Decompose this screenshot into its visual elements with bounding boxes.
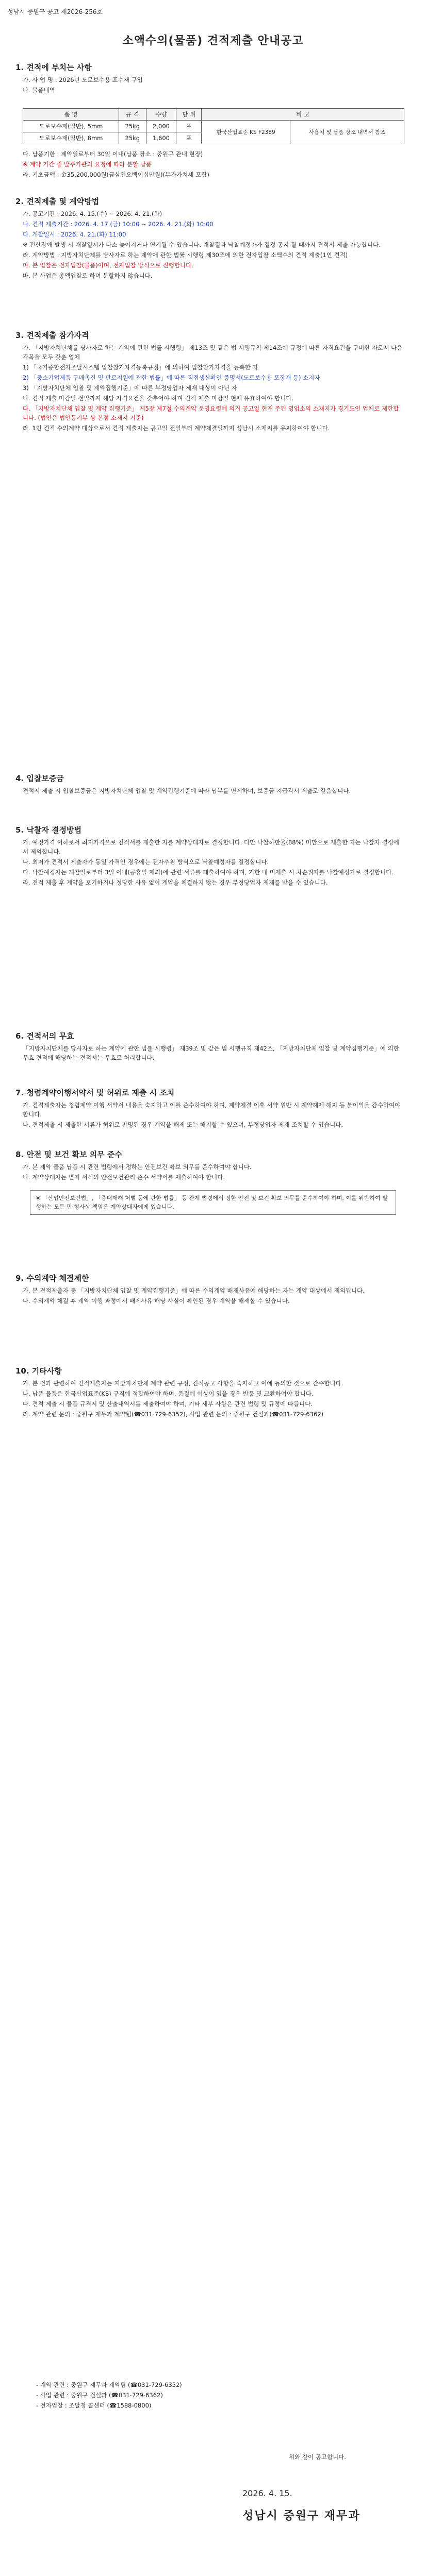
qualification-text: 라. 1인 견적 수의계약 대상으로서 견적 제출자는 공고일 전일부터 계약체결일까지 성남시 소재지를 유지하여야 합니다. bbox=[23, 425, 330, 432]
table-cell: 2,000 bbox=[146, 121, 176, 132]
section-5-heading: 5. 낙찰자 결정방법 bbox=[15, 825, 82, 835]
issuing-organization: 성남시 중원구 재무과 bbox=[242, 2510, 361, 2522]
closing-text: 위와 같이 공고합니다. bbox=[289, 2453, 346, 2461]
section-2-body bbox=[23, 209, 404, 281]
table-cell: 한국산업표준 KS F2389 bbox=[202, 121, 290, 144]
table-cell: 사용처 및 납품 장소 내역서 참조 bbox=[290, 121, 404, 144]
section-8-body bbox=[23, 1162, 404, 1183]
col-header: 수량 bbox=[146, 109, 176, 121]
contact-item: - 전자입찰 : 조달청 콜센터 (☎1588-0800) bbox=[36, 2402, 152, 2409]
section-2-heading: 2. 견적제출 및 계약방법 bbox=[15, 197, 100, 206]
section-4-heading: 4. 입찰보증금 bbox=[15, 774, 64, 783]
col-header: 단 위 bbox=[176, 109, 202, 121]
notice-date: 2026. 4. 15. bbox=[242, 2488, 292, 2498]
col-header: 규 격 bbox=[119, 109, 146, 121]
contract-method: 라. 계약방법 : 지방자치단체를 당사자로 하는 계약에 관한 법률 시행령 제30조에 의한 전자입찰 소액수의 견적 제출(1인 견적) bbox=[23, 251, 348, 259]
section-10-heading: 10. 기타사항 bbox=[15, 1366, 62, 1376]
qualification-text: 나. 견적 제출 마감일 전일까지 해당 자격요건을 갖추어야 하며 견적 제출 마감일 현재 유효하여야 합니다. bbox=[23, 395, 294, 402]
section-4-body bbox=[23, 786, 404, 796]
bid-type: 마. 본 입찰은 전자입찰(물품)이며, 전자입찰 방식으로 진행합니다. bbox=[23, 262, 193, 269]
contact-item: - 계약 관련 : 중원구 재무과 계약팀 (☎031-729-6352) bbox=[36, 2381, 182, 2388]
deposit-text: 견적서 제출 시 입찰보증금은 지방자치단체 입찰 및 계약집행기준에 따라 납부를 면제하며, 보증금 지급각서 제출로 갈음합니다. bbox=[23, 787, 351, 794]
award-text: 나. 최저가 견적서 제출자가 동일 가격인 경우에는 전자추첨 방식으로 낙찰예정자를 결정합니다. bbox=[23, 858, 269, 866]
contact-item: - 사업 관련 : 중원구 건설과 (☎031-729-6362) bbox=[36, 2392, 163, 2399]
table-cell: 25kg bbox=[119, 132, 146, 144]
notice-period: 가. 공고기간 : 2026. 4. 15.(수) ~ 2026. 4. 21.(화) bbox=[23, 210, 162, 217]
restriction-text: 나. 수의계약 체결 후 계약 이행 과정에서 배제사유 해당 사실이 확인된 경우 계약을 해제할 수 있습니다. bbox=[23, 1297, 290, 1304]
section-3-body bbox=[23, 343, 404, 434]
table-cell: 1,600 bbox=[146, 132, 176, 144]
section-9-body bbox=[23, 1286, 404, 1307]
page-title: 소액수의(물품) 견적제출 안내공고 bbox=[122, 35, 304, 47]
section-1-extra bbox=[23, 149, 404, 180]
col-header: 비 고 bbox=[202, 109, 404, 121]
table-header-row bbox=[23, 109, 404, 121]
misc-text: 다. 견적 제출 시 물품 규격서 및 산출내역서를 제출하여야 하며, 기타 세부 사항은 관련 법령 및 규정에 따릅니다. bbox=[23, 1400, 313, 1408]
section-3-heading: 3. 견적제출 참가자격 bbox=[15, 331, 89, 340]
base-price: 라. 기초금액 : 金35,200,000원(금삼천오백이십만원)(부가가치세 포함) bbox=[23, 171, 209, 178]
award-text: 가. 예정가격 이하로서 최저가격으로 견적서를 제출한 자를 계약상대자로 결정합니다. 다만 낙찰하한율(88%) 미만으로 제출한 자는 낙찰자 결정에서 제외합니다. bbox=[23, 839, 399, 855]
contact-list bbox=[36, 2380, 418, 2411]
safety-text: 나. 계약상대자는 별지 서식의 안전보건관리 준수 서약서를 제출하여야 합니다. bbox=[23, 1174, 225, 1181]
section-9-heading: 9. 수의계약 체결제한 bbox=[15, 1274, 89, 1283]
submission-period: 나. 견적 제출기간 : 2026. 4. 17.(금) 10:00 ~ 2026. 4. 21.(화) 10:00 bbox=[23, 221, 214, 228]
integrity-text: 가. 견적제출자는 청렴계약 이행 서약서 내용을 숙지하고 이를 준수하여야 하며, 계약체결 이후 서약 위반 시 계약해제·해지 등 불이익을 감수하여야 합니다. bbox=[23, 1101, 401, 1118]
section-6-heading: 6. 견적서의 무효 bbox=[15, 1031, 74, 1041]
misc-text: 가. 본 건과 관련하여 견적제출자는 지방자치단체 계약 관련 규정, 견적공고 사항을 숙지하고 이에 동의한 것으로 간주합니다. bbox=[23, 1380, 343, 1387]
project-name: 가. 사 업 명 : 2026년 도로보수용 포수재 구입 bbox=[23, 76, 143, 83]
section-1-heading: 1. 견적에 부치는 사항 bbox=[15, 63, 92, 72]
invalid-bid-text: 「지방자치단체를 당사자로 하는 계약에 관한 법률 시행령」 제39조 및 같은 법 시행규칙 제42조, 「지방자치단체 입찰 및 계약집행기준」에 의한 무효 견적에 해당하는 견적서는 무효로 처리합니다. bbox=[23, 1045, 399, 1061]
qualification-text: 가. 「지방자치단체를 당사자로 하는 계약에 관한 법률 시행령」 제13조 및 같은 법 시행규칙 제14조에 규정에 따른 자격요건을 구비한 자로서 다음 각목을 모두 갖춘 업체 bbox=[23, 344, 403, 361]
safety-text: 가. 본 계약 물품 납품 시 관련 법령에서 정하는 안전보건 확보 의무를 준수하여야 합니다. bbox=[23, 1163, 252, 1171]
qualification-text: 다. 「지방자치단체 입찰 및 계약 집행기준」 제5장 제7절 수의계약 운영요령에 의거 공고일 현재 주된 영업소의 소재지가 경기도인 업체로 제한합니다. (법인은 법인등기부 상 본점 소재지 기준) bbox=[23, 405, 399, 421]
section-7-body bbox=[23, 1100, 404, 1130]
section-5-body bbox=[23, 838, 404, 888]
section-6-body bbox=[23, 1044, 404, 1063]
table-cell: 포 bbox=[176, 132, 202, 144]
opening-datetime: 다. 개찰일시 : 2026. 4. 21.(화) 11:00 bbox=[23, 231, 126, 238]
qualification-text: 2) 「중소기업제품 구매촉진 및 판로지원에 관한 법률」에 따른 직접생산확인 증명서(도로보수용 포장재 등) 소지자 bbox=[23, 374, 320, 381]
delivery-deadline: 다. 납품기한 : 계약일로부터 30일 이내(납품 장소 : 중원구 관내 현장) bbox=[23, 150, 203, 158]
integrity-text: 나. 견적제출 시 제출한 서류가 허위로 판명된 경우 계약을 해제 또는 해지할 수 있으며, 부정당업자 제재 조치할 수 있습니다. bbox=[23, 1121, 343, 1128]
section-1-body bbox=[23, 75, 404, 96]
lump-sum-note: 바. 본 사업은 총액입찰로 하며 분할하지 않습니다. bbox=[23, 272, 153, 279]
section-8-heading: 8. 안전 및 보건 확보 의무 준수 bbox=[15, 1150, 122, 1159]
misc-text: 나. 납품 물품은 한국산업표준(KS) 규격에 적합하여야 하며, 품질에 이상이 있을 경우 반품 및 교환하여야 합니다. bbox=[23, 1390, 314, 1397]
table-cell: 포 bbox=[176, 121, 202, 132]
section-7-heading: 7. 청렴계약이행서약서 및 허위로 제출 시 조치 bbox=[15, 1088, 175, 1097]
safety-notice-box: ※ 「산업안전보건법」, 「중대재해 처벌 등에 관한 법률」 등 관계 법령에서 정한 안전 및 보건 확보 의무를 준수하여야 하며, 이를 위반하여 발생하는 모든 민·형사상 책임은 계약상대자에게 있습니다. bbox=[30, 1190, 396, 1215]
award-text: 다. 낙찰예정자는 개찰일로부터 3일 이내(공휴일 제외)에 관련 서류를 제출하여야 하며, 기한 내 미제출 시 차순위자를 낙찰예정자로 결정합니다. bbox=[23, 869, 394, 876]
table-cell: 25kg bbox=[119, 121, 146, 132]
table-cell: 도로보수재(일반), 5mm bbox=[23, 121, 119, 132]
delivery-note: ※ 계약 기간 중 발주기관의 요청에 따라 분할 납품 bbox=[23, 161, 152, 168]
section-10-body bbox=[23, 1379, 404, 1420]
restriction-text: 가. 본 견적제출자 중 「지방자치단체 입찰 및 계약집행기준」에 따른 수의계약 배제사유에 해당하는 자는 계약 대상에서 제외됩니다. bbox=[23, 1287, 365, 1294]
misc-text: 라. 계약 관련 문의 : 중원구 재무과 계약팀(☎031-729-6352), 사업 관련 문의 : 중원구 건설과(☎031-729-6362) bbox=[23, 1411, 324, 1418]
items-caption: 나. 물품내역 bbox=[23, 87, 55, 94]
qualification-text: 1) 「국가종합전자조달시스템 입찰참가자격등록규정」에 의하여 입찰참가자격을 등록한 자 bbox=[23, 364, 258, 371]
notice-number: 성남시 중원구 공고 제2026-256호 bbox=[7, 8, 103, 15]
qualification-text: 3) 「지방자치단체 입찰 및 계약집행기준」에 따른 부정당업자 제재 대상이 아닌 자 bbox=[23, 384, 237, 392]
col-header: 품 명 bbox=[23, 109, 119, 121]
award-text: 라. 견적 제출 후 계약을 포기하거나 정당한 사유 없이 계약을 체결하지 않는 경우 부정당업자 제재를 받을 수 있습니다. bbox=[23, 879, 328, 886]
items-table bbox=[23, 108, 404, 144]
table-row bbox=[23, 121, 404, 132]
table-cell: 도로보수재(일반), 8mm bbox=[23, 132, 119, 144]
system-note: ※ 전산장애 발생 시 개찰일시가 다소 늦어지거나 연기될 수 있습니다. 개찰결과 낙찰예정자가 결정 공지 될 때까지 견적서 제출 가능합니다. bbox=[23, 241, 381, 248]
